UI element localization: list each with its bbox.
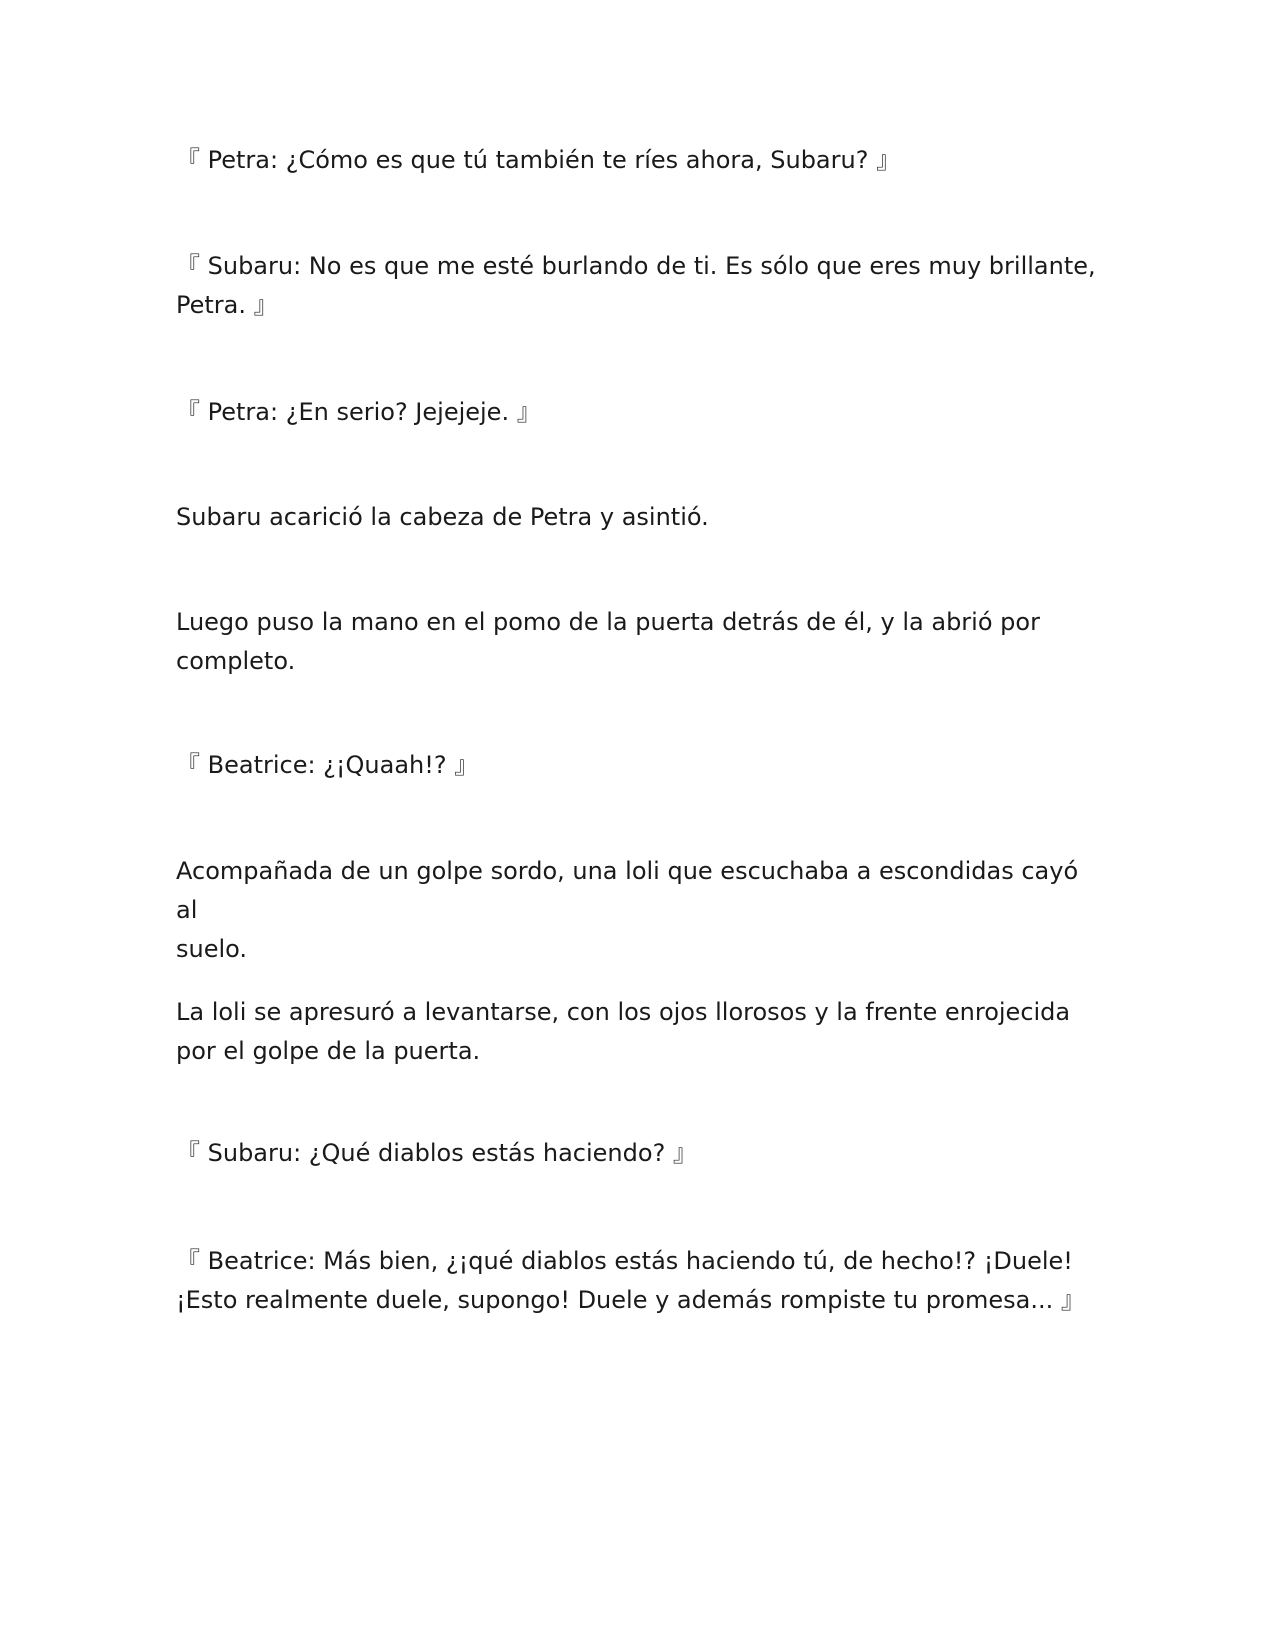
text-line: 『 Petra: ¿Cómo es que tú también te ríes ahora, Subaru? 』 [176,146,901,174]
text-line: Luego puso la mano en el pomo de la puerta detrás de él, y la abrió por [176,608,1040,636]
text-line: ¡Esto realmente duele, supongo! Duele y además rompiste tu promesa... 』 [176,1286,1085,1314]
text-line: 『 Beatrice: Más bien, ¿¡qué diablos estás haciendo tú, de hecho!? ¡Duele! [176,1247,1073,1275]
dialogue-paragraph [176,247,1096,325]
text-line: Acompañada de un golpe sordo, una loli que escuchaba a escondidas cayó al [176,857,1079,924]
dialogue-paragraph [176,746,1096,785]
text-line: 『 Subaru: No es que me esté burlando de ti. Es sólo que eres muy brillante, [176,252,1096,280]
text-line: 『 Beatrice: ¿¡Quaah!? 』 [176,751,479,779]
dialogue-paragraph [176,1242,1096,1320]
text-line: Petra. 』 [176,291,278,319]
text-line: La loli se apresuró a levantarse, con los ojos llorosos y la frente enrojecida [176,998,1071,1026]
text-line: completo. [176,647,296,675]
dialogue-paragraph [176,141,1096,180]
text-line: Subaru acarició la cabeza de Petra y asintió. [176,503,709,531]
dialogue-paragraph [176,393,1096,432]
text-line: 『 Petra: ¿En serio? Jejejeje. 』 [176,398,541,426]
narration-paragraph [176,993,1096,1071]
text-line: suelo. [176,935,248,963]
text-line: 『 Subaru: ¿Qué diablos estás haciendo? 』 [176,1139,697,1167]
dialogue-paragraph [176,1134,1096,1173]
narration-paragraph [176,498,1096,537]
narration-paragraph [176,852,1096,969]
text-line: por el golpe de la puerta. [176,1037,481,1065]
narration-paragraph [176,603,1096,681]
